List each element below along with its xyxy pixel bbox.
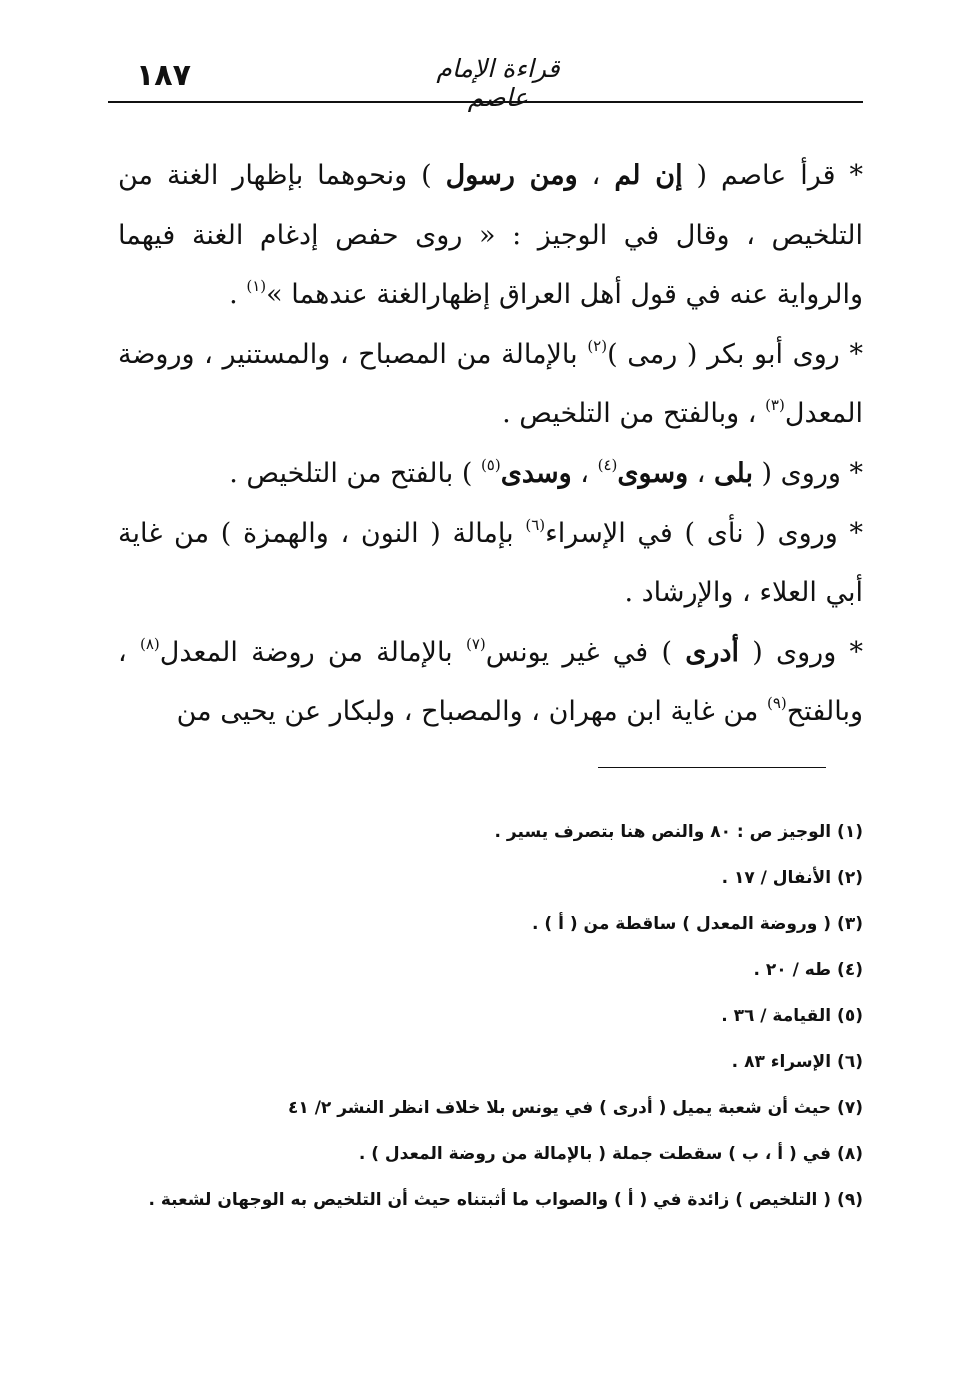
text-run: * وروى ( — [752, 457, 863, 489]
footnotes-list — [118, 809, 863, 1223]
text-run: ، — [577, 160, 615, 191]
text-run: ، — [571, 457, 598, 489]
text-run: من غاية ابن مهران ، والمصباح ، ولبكار عن يحيى من — [176, 696, 767, 728]
text-run: ، وبالفتح — [118, 636, 863, 728]
footnote-text: الوجيز ص : ٨٠ والنص هنا بتصرف يسير . — [494, 822, 832, 842]
text-run: ) في غير يونس — [485, 636, 686, 668]
text-run: ، وبالفتح من التلخيص . — [502, 398, 766, 430]
footnote-text: طه / ٢٠ . — [753, 960, 832, 980]
footnote-text: في ( أ ، ب ) سقطت جملة ( بالإمالة من روضة المعدل ) . — [358, 1144, 832, 1164]
text-run: . — [229, 279, 247, 311]
footnote-ref-6[interactable]: (٦) — [525, 515, 546, 534]
footnote-ref-7[interactable]: (٧) — [465, 634, 486, 653]
footnote-5 — [118, 993, 863, 1039]
text-run: ، — [688, 457, 714, 489]
text-run: بالإمالة من المصباح ، والمستنير ، وروضة المعدل — [118, 338, 863, 430]
footnote-marker: (١) — [837, 822, 863, 842]
text-run: ) ونحوهما بإظهار الغنة من التلخيص ، وقال في الوجيز : « روى حفص إدغام الغنة فيهما والرواية عنه في قول أهل العراق إظهارالغنة عندهما » — [118, 160, 863, 311]
text-run: * وروى ( — [738, 636, 864, 668]
paragraph-3 — [118, 444, 863, 504]
footnote-ref-9[interactable]: (٩) — [766, 694, 787, 713]
text-run: بإمالة ( النون ، والهمزة ) من غاية أبي العلاء ، والإرشاد . — [118, 517, 863, 609]
quran-word: وسوى — [617, 457, 689, 489]
footnote-ref-4[interactable]: (٤) — [597, 455, 618, 474]
footnote-text: ( وروضة المعدل ) ساقطة من ( أ ) . — [532, 914, 832, 934]
footnote-7 — [118, 1085, 863, 1131]
text-run: ) بالفتح من التلخيص . — [229, 457, 481, 489]
footnote-text: حيث أن شعبة يميل ( أدرى ) في يونس بلا خلاف انظر النشر ٢/ ٤١ — [288, 1098, 832, 1118]
footnote-6 — [118, 1039, 863, 1085]
quran-word: ومن رسول — [445, 160, 578, 191]
page-number: ١٨٧ — [136, 58, 191, 93]
text-run: * قرأ عاصم ( — [682, 160, 863, 191]
paragraph-2 — [118, 325, 863, 444]
text-run: * وروى ( نأى ) في الإسراء — [545, 517, 863, 549]
footnote-marker: (٢) — [837, 868, 863, 888]
quran-word: إن لم — [614, 160, 683, 191]
footnote-ref-3[interactable]: (٣) — [765, 396, 785, 415]
running-title: قراءة الإمام عاصم — [436, 54, 560, 112]
footnote-marker: (٨) — [837, 1144, 863, 1164]
quran-word: بلى — [714, 457, 753, 489]
footnote-text: الإسراء ٨٣ . — [731, 1052, 832, 1072]
footnote-marker: (٧) — [837, 1098, 863, 1118]
footnote-marker: (٣) — [837, 914, 863, 934]
text-run: * روى أبو بكر ( رمى ) — [607, 338, 863, 370]
page-header — [108, 52, 863, 112]
footnote-ref-8[interactable]: (٨) — [139, 634, 160, 653]
footnote-4 — [118, 947, 863, 993]
footnote-3 — [118, 901, 863, 947]
footnote-marker: (٤) — [837, 960, 863, 980]
paragraph-1 — [118, 146, 863, 325]
footnote-marker: (٥) — [837, 1006, 863, 1026]
footnote-ref-2[interactable]: (٢) — [587, 336, 608, 355]
footnote-text: القيامة / ٣٦ . — [721, 1006, 832, 1026]
footnote-9 — [118, 1177, 863, 1223]
footnote-2 — [118, 855, 863, 901]
paragraph-5 — [118, 623, 863, 742]
quran-word: وسدى — [500, 457, 572, 489]
footnote-ref-5[interactable]: (٥) — [480, 455, 501, 474]
text-run: بالإمالة من روضة المعدل — [159, 636, 466, 668]
footnote-text: الأنفال / ١٧ . — [721, 868, 832, 888]
paragraph-4 — [118, 504, 863, 623]
footnote-8 — [118, 1131, 863, 1177]
main-text — [118, 146, 863, 742]
header-rule — [108, 101, 863, 103]
quran-word: أدرى — [685, 636, 739, 668]
footnote-1 — [118, 809, 863, 855]
footnote-separator — [598, 767, 826, 768]
footnote-text: ( التلخيص ) زائدة في ( أ ) والصواب ما أثبتناه حيث أن التلخيص به الوجهان لشعبة . — [148, 1190, 832, 1210]
footnote-ref-1[interactable]: (١) — [246, 277, 267, 296]
footnote-marker: (٩) — [837, 1190, 863, 1210]
footnote-marker: (٦) — [837, 1052, 863, 1072]
